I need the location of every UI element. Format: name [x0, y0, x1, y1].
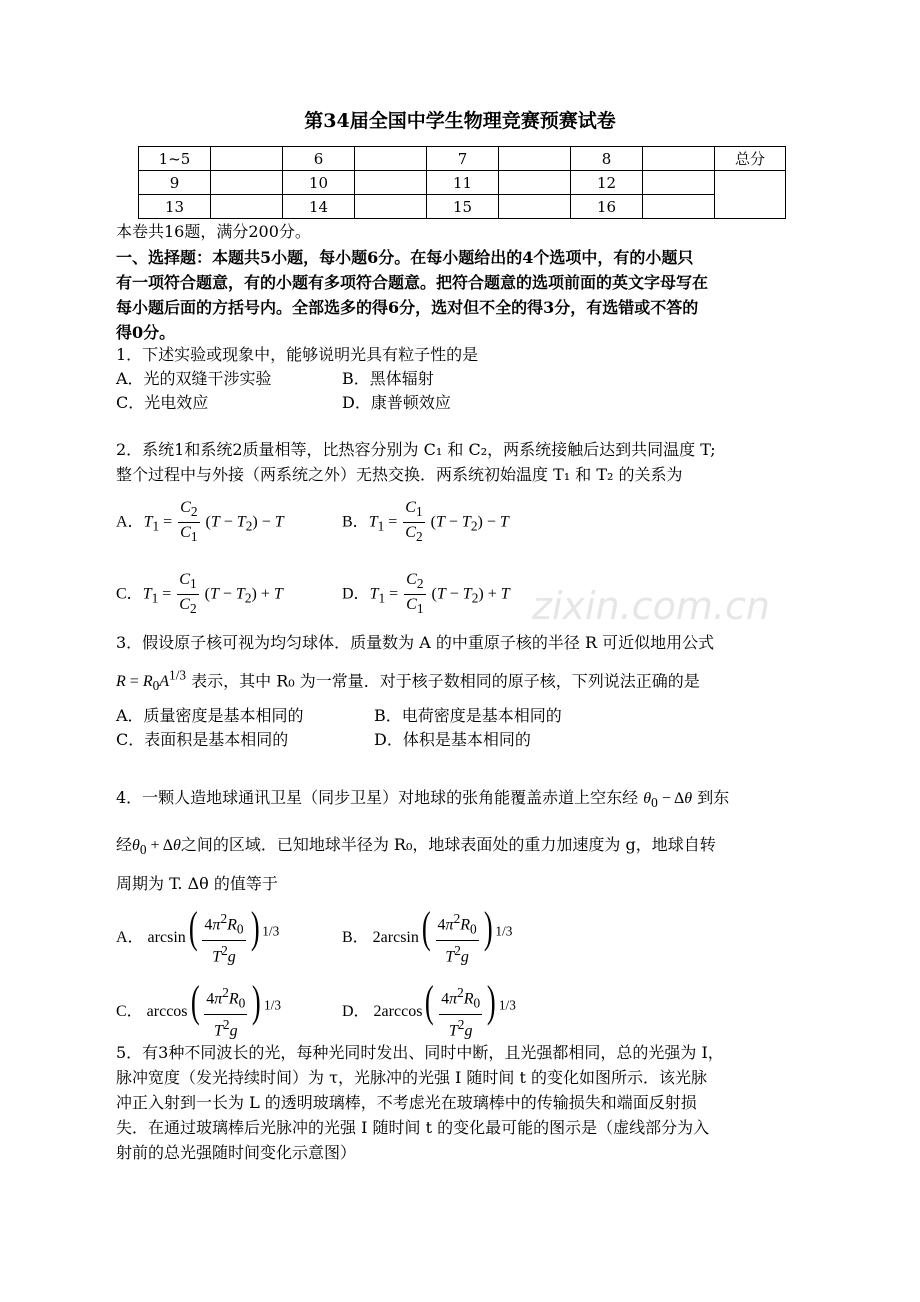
question-4-line3: 周期为 T. Δθ 的值等于	[116, 874, 278, 893]
question-3-line: 3．假设原子核可视为均匀球体．质量数为 A 的中重原子核的半径 R 可近似地用公式	[116, 633, 715, 652]
table-row	[139, 147, 786, 171]
question-5-line: 脉冲宽度（发光持续时间）为 τ，光脉冲的光强 I 随时间 t 的变化如图所示．该光脉	[116, 1068, 708, 1087]
question-1-stem: 1．下述实验或现象中，能够说明光具有粒子性的是	[116, 345, 479, 364]
question-2-line: 2．系统1和系统2质量相等，比热容分别为 C₁ 和 C₂，两系统接触后达到共同温度 T;	[116, 440, 716, 459]
table-row	[139, 171, 786, 195]
question-2-line: 整个过程中与外接（两系统之外）无热交换．两系统初始温度 T₁ 和 T₂ 的关系为	[116, 465, 683, 484]
table-cell: 7	[427, 147, 499, 171]
watermark: zixin.com.cn	[532, 584, 770, 628]
q3-option-d: D．体积是基本相同的	[374, 730, 531, 749]
table-cell: 6	[283, 147, 355, 171]
table-cell: 10	[283, 171, 355, 195]
q2-option-b: B．$T_1$ = $\frac{C_1}{C_2}$ $(T - T_2) - T$	[342, 499, 509, 545]
q4-option-b: B． 2arcsin( $\frac{4\pi^2R_0}{T^2g}$ ) $^{1/3}$	[342, 903, 513, 966]
q2-option-a: A．$T_1$ = $\frac{C_2}{C_1}$ $(T - T_2) - T$	[116, 499, 284, 545]
question-5-line: 5．有3种不同波长的光，每种光同时发出、同时中断，且光强都相同，总的光强为 I，	[116, 1043, 724, 1062]
section-heading-line: 每小题后面的方括号内。全部选多的得6分，选对但不全的得3分，有选错或不答的	[116, 298, 699, 317]
total-label: 总分	[715, 147, 786, 171]
question-3-line2-text: 表示，其中 R₀ 为一常量．对于核子数相同的原子核，下列说法正确的是	[191, 671, 700, 691]
q3-option-a: A．质量密度是基本相同的	[116, 706, 304, 725]
question-5-line: 失．在通过玻璃棒后光脉冲的光强 I 随时间 t 的变化最可能的图示是（虚线部分为入	[116, 1118, 710, 1137]
q4-option-d: D． 2arccos( $\frac{4\pi^2R_0}{T^2g}$ ) $^{1/3}$	[342, 977, 516, 1040]
table-cell: 15	[427, 195, 499, 219]
page-title: 第34届全国中学生物理竞赛预赛试卷	[304, 110, 616, 132]
section-heading-line: 有一项符合题意，有的小题有多项符合题意。把符合题意的选项前面的英文字母写在	[116, 273, 709, 292]
table-cell: 1~5	[139, 147, 211, 171]
section-heading-line: 一、选择题：本题共5小题，每小题6分。在每小题给出的4个选项中，有的小题只	[116, 248, 694, 267]
question-5-line: 射前的总光强随时间变化示意图）	[116, 1143, 357, 1162]
total-score-cell	[715, 171, 786, 219]
table-cell: 9	[139, 171, 211, 195]
q4-option-c: C． arccos( $\frac{4\pi^2R_0}{T^2g}$ ) $^{1/3}$	[116, 977, 282, 1040]
q2-option-c: C．$T_1$ = $\frac{C_1}{C_2}$ $(T - T_2) + T$	[116, 571, 283, 617]
q1-option-d: D．康普顿效应	[342, 393, 451, 412]
question-5-line: 冲正入射到一长为 L 的透明玻璃棒，不考虑光在玻璃棒中的传输损失和端面反射损	[116, 1093, 697, 1112]
exam-intro: 本卷共16题，满分200分。	[116, 222, 311, 241]
question-4-line2: 经$\theta_0 + \Delta\theta$之间的区域．已知地球半径为 R₀，地球表面处的重力加速度为 g，地球自转	[116, 835, 716, 858]
q1-option-b: B．黑体辐射	[342, 369, 434, 388]
q4-option-a: A． arcsin( $\frac{4\pi^2R_0}{T^2g}$ ) $^{1/3}$	[116, 903, 280, 966]
table-cell: 14	[283, 195, 355, 219]
section-heading-line: 得0分。	[116, 323, 176, 342]
question-3-line2: $R = R_0A^{1/3}$ 表示，其中 R₀ 为一常量．对于核子数相同的原子核，下列说法正确的是	[116, 668, 700, 694]
table-row	[139, 195, 786, 219]
table-cell: 16	[571, 195, 643, 219]
question-4-line1: 4．一颗人造地球通讯卫星（同步卫星）对地球的张角能覆盖赤道上空东经 $\theta_0 - \Delta\theta$ 到东	[116, 788, 730, 811]
table-cell: 8	[571, 147, 643, 171]
table-cell: 12	[571, 171, 643, 195]
q1-option-c: C．光电效应	[116, 393, 209, 412]
table-cell: 13	[139, 195, 211, 219]
score-table	[138, 146, 786, 219]
q3-option-b: B．电荷密度是基本相同的	[374, 706, 562, 725]
q1-option-a: A．光的双缝干涉实验	[116, 369, 272, 388]
q3-option-c: C．表面积是基本相同的	[116, 730, 289, 749]
q2-option-d: D．$T_1$ = $\frac{C_2}{C_1}$ $(T - T_2) + T$	[342, 571, 510, 617]
table-cell: 11	[427, 171, 499, 195]
